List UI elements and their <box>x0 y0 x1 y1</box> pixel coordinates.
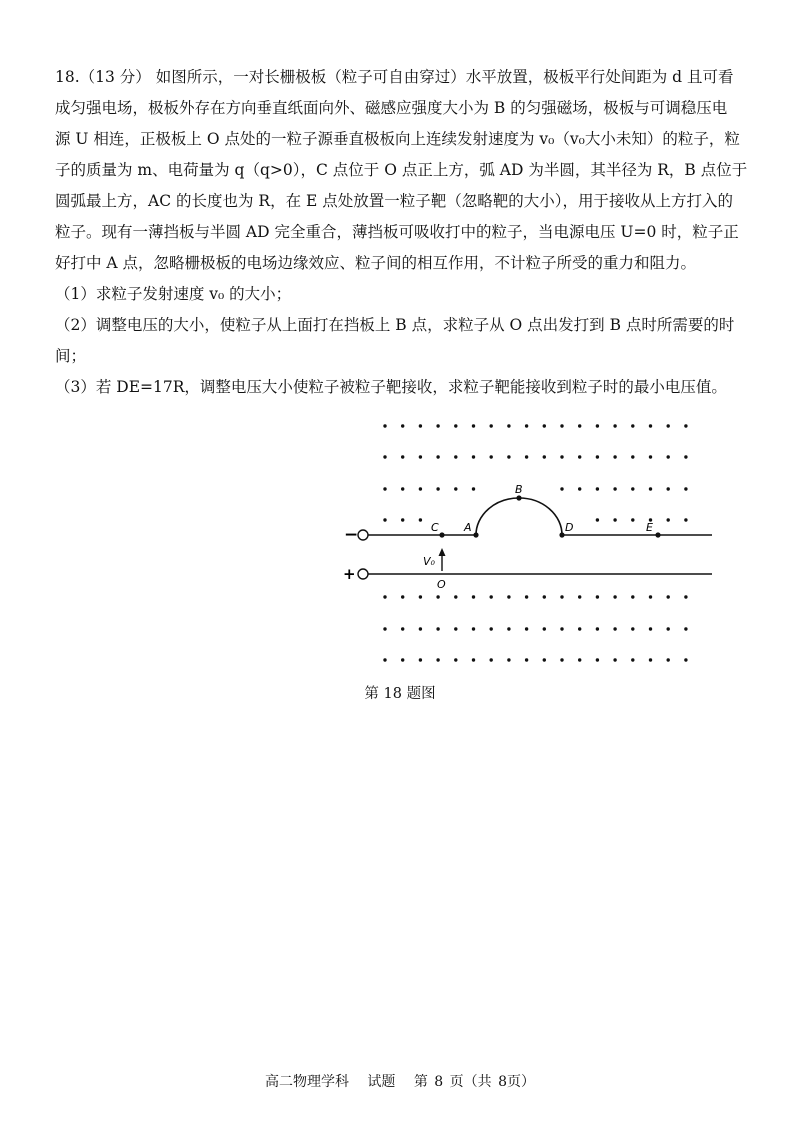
field-dot <box>419 518 422 521</box>
figure-svg <box>330 405 730 670</box>
label-c: C <box>431 521 439 534</box>
field-dot <box>684 455 687 458</box>
field-dot <box>472 627 475 630</box>
label-o: O <box>437 578 446 591</box>
field-dot <box>649 455 652 458</box>
field-dot <box>613 518 616 521</box>
field-dot <box>419 627 422 630</box>
field-dot <box>383 424 386 427</box>
field-dot <box>490 627 493 630</box>
page-footer <box>0 1071 800 1091</box>
field-dot <box>543 455 546 458</box>
field-dot <box>454 627 457 630</box>
field-dot <box>401 658 404 661</box>
field-dot <box>684 595 687 598</box>
field-dot <box>436 627 439 630</box>
field-dot <box>472 487 475 490</box>
field-dot <box>401 455 404 458</box>
point-b <box>516 495 521 500</box>
footer-subject: 高二物理学科 <box>264 1074 349 1090</box>
field-dot <box>383 658 386 661</box>
field-dot <box>613 595 616 598</box>
field-dot <box>631 518 634 521</box>
footer-kind: 试题 <box>367 1074 396 1090</box>
field-dot <box>649 595 652 598</box>
field-dot <box>631 627 634 630</box>
field-dot <box>684 424 687 427</box>
field-dot <box>560 455 563 458</box>
point-d <box>559 532 564 537</box>
field-dot <box>436 658 439 661</box>
field-dot <box>613 627 616 630</box>
plus-sign: + <box>343 565 356 583</box>
field-dot <box>613 658 616 661</box>
minus-sign: − <box>344 525 359 545</box>
field-dot <box>507 658 510 661</box>
field-dot <box>631 424 634 427</box>
question-line: 好打中 A 点，忽略栅极板的电场边缘效应、粒子间的相互作用，不计粒子所受的重力和阻力。 <box>55 254 697 272</box>
field-dot <box>543 658 546 661</box>
field-dot <box>560 595 563 598</box>
field-dot <box>401 627 404 630</box>
field-dot <box>578 455 581 458</box>
field-dot <box>631 487 634 490</box>
field-dot <box>596 518 599 521</box>
field-dot <box>490 658 493 661</box>
question-line: 18.（13 分） 如图所示，一对长栅极板（粒子可自由穿过）水平放置，极板平行处间距为 d 且可看 <box>55 68 734 86</box>
field-dot <box>596 487 599 490</box>
sub-question-2-cont: 间； <box>55 347 87 365</box>
field-dot <box>543 627 546 630</box>
field-dot <box>419 455 422 458</box>
question-line: 粒子。现有一薄挡板与半圆 AD 完全重合，薄挡板可吸收打中的粒子，当电源电压 U=0 时，粒子正 <box>55 223 739 241</box>
field-dot <box>684 487 687 490</box>
velocity-arrowhead <box>439 548 446 556</box>
field-dot <box>578 627 581 630</box>
question-line: 源 U 相连，正极板上 O 点处的一粒子源垂直极板向上连续发射速度为 v₀（v₀大小未知）的粒子，粒 <box>55 130 740 148</box>
field-dot <box>454 424 457 427</box>
field-dot <box>383 455 386 458</box>
field-dot <box>525 424 528 427</box>
field-dot <box>490 595 493 598</box>
field-dot <box>667 424 670 427</box>
field-dot <box>454 455 457 458</box>
field-dot <box>596 658 599 661</box>
field-dot <box>667 487 670 490</box>
field-dot <box>649 627 652 630</box>
point-c <box>439 532 444 537</box>
field-dot <box>560 487 563 490</box>
sub-question-2: （2）调整电压的大小，使粒子从上面打在挡板上 B 点，求粒子从 O 点出发打到 B 点时所需要的时 <box>55 316 735 334</box>
field-dot <box>383 518 386 521</box>
field-dot <box>383 487 386 490</box>
field-dot <box>543 595 546 598</box>
field-dot <box>667 518 670 521</box>
label-a: A <box>464 521 472 534</box>
field-dot <box>472 595 475 598</box>
field-dot <box>631 455 634 458</box>
positive-terminal <box>358 569 368 579</box>
field-dot <box>543 424 546 427</box>
field-dot <box>649 487 652 490</box>
field-dot <box>684 627 687 630</box>
field-dot <box>436 424 439 427</box>
field-dot <box>578 487 581 490</box>
question-line: 成匀强电场，极板外存在方向垂直纸面向外、磁感应强度大小为 B 的匀强磁场，极板与可调稳压电 <box>55 99 728 117</box>
field-dot <box>560 658 563 661</box>
field-dot <box>454 487 457 490</box>
question-text <box>55 62 755 403</box>
field-dot <box>383 595 386 598</box>
magnetic-field-dots-top <box>383 424 687 521</box>
field-dot <box>383 627 386 630</box>
negative-terminal <box>358 530 368 540</box>
field-dot <box>631 658 634 661</box>
field-dot <box>472 424 475 427</box>
field-dot <box>507 595 510 598</box>
label-b: B <box>515 483 523 496</box>
field-dot <box>419 595 422 598</box>
field-dot <box>454 595 457 598</box>
field-dot <box>578 595 581 598</box>
field-dot <box>507 455 510 458</box>
field-dot <box>419 658 422 661</box>
question-line: 子的质量为 m、电荷量为 q（q>0），C 点位于 O 点正上方，弧 AD 为半圆，其半径为 R，B 点位于 <box>55 161 748 179</box>
field-dot <box>507 424 510 427</box>
field-dot <box>684 518 687 521</box>
field-dot <box>667 658 670 661</box>
field-dot <box>419 487 422 490</box>
field-dot <box>596 455 599 458</box>
field-dot <box>613 455 616 458</box>
field-dot <box>436 487 439 490</box>
field-dot <box>613 487 616 490</box>
field-dot <box>525 455 528 458</box>
field-dot <box>525 627 528 630</box>
label-v0: V₀ <box>423 555 435 568</box>
field-dot <box>401 518 404 521</box>
field-dot <box>631 595 634 598</box>
field-dot <box>667 627 670 630</box>
field-dot <box>649 658 652 661</box>
field-dot <box>560 627 563 630</box>
footer-page: 第 8 页（共 8页） <box>413 1074 536 1090</box>
point-e <box>655 532 660 537</box>
field-dot <box>401 424 404 427</box>
field-dot <box>649 424 652 427</box>
label-e: E <box>646 521 653 534</box>
field-dot <box>560 424 563 427</box>
physics-figure <box>330 405 730 670</box>
field-dot <box>667 455 670 458</box>
field-dot <box>436 455 439 458</box>
field-dot <box>596 627 599 630</box>
field-dot <box>596 424 599 427</box>
label-d: D <box>565 521 574 534</box>
field-dot <box>454 658 457 661</box>
field-dot <box>578 658 581 661</box>
point-a <box>473 532 478 537</box>
figure-caption: 第 18 题图 <box>364 686 436 702</box>
field-dot <box>419 424 422 427</box>
field-dot <box>401 595 404 598</box>
field-dot <box>401 487 404 490</box>
field-dot <box>507 627 510 630</box>
field-dot <box>613 424 616 427</box>
question-line: 圆弧最上方，AC 的长度也为 R，在 E 点处放置一粒子靶（忽略靶的大小），用于接收从上方打入的 <box>55 192 733 210</box>
field-dot <box>472 658 475 661</box>
field-dot <box>436 595 439 598</box>
sub-question-3: （3）若 DE=17R，调整电压大小使粒子被粒子靶接收，求粒子靶能接收到粒子时的最小电压值。 <box>55 378 727 396</box>
field-dot <box>667 595 670 598</box>
field-dot <box>490 455 493 458</box>
field-dot <box>472 455 475 458</box>
field-dot <box>578 424 581 427</box>
field-dot <box>525 658 528 661</box>
magnetic-field-dots-bottom <box>383 595 687 661</box>
field-dot <box>684 658 687 661</box>
sub-question-1: （1）求粒子发射速度 v₀ 的大小； <box>55 285 292 303</box>
field-dot <box>490 424 493 427</box>
field-dot <box>525 595 528 598</box>
semicircle-barrier <box>476 498 562 535</box>
field-dot <box>596 595 599 598</box>
